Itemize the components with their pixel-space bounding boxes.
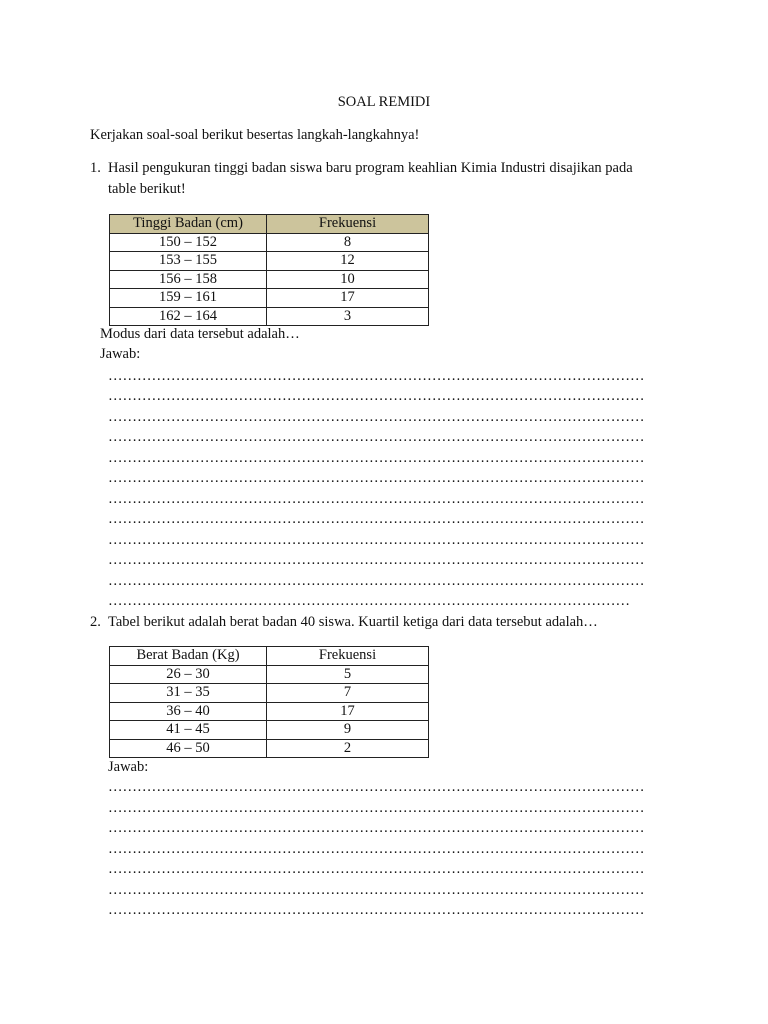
- table-header-row: [110, 215, 429, 234]
- question-2-answer-label: Jawab:: [108, 759, 149, 775]
- answer-line: …………………………………………………………………………………………………: [108, 842, 645, 857]
- table-cell: 153 – 155: [110, 252, 267, 271]
- table-cell: 2: [267, 739, 429, 758]
- table-cell: 17: [267, 289, 429, 308]
- answer-line: …………………………………………………………………………………………………: [108, 780, 645, 795]
- answer-line: …………………………………………………………………………………………………: [108, 512, 645, 527]
- question-1-text-line1: Hasil pengukuran tinggi badan siswa baru program keahlian Kimia Industri disajikan pada: [108, 160, 633, 176]
- table-cell: 150 – 152: [110, 233, 267, 252]
- table-cell: 7: [267, 684, 429, 703]
- question-2-number: 2.: [90, 614, 101, 630]
- table-header-cell: Frekuensi: [267, 647, 429, 666]
- table-cell: 36 – 40: [110, 702, 267, 721]
- table-row: [110, 270, 429, 289]
- answer-line: …………………………………………………………………………………………………: [108, 574, 645, 589]
- table-cell: 46 – 50: [110, 739, 267, 758]
- table-cell: 31 – 35: [110, 684, 267, 703]
- table-header-cell: Tinggi Badan (cm): [110, 215, 267, 234]
- question-1-prompt: Modus dari data tersebut adalah…: [100, 326, 300, 342]
- table-header-row: [110, 647, 429, 666]
- answer-line: …………………………………………………………………………………………………: [108, 533, 645, 548]
- answer-line: …………………………………………………………………………………………………: [108, 471, 645, 486]
- answer-line: …………………………………………………………………………………………………: [108, 389, 645, 404]
- table-row: [110, 307, 429, 326]
- table-cell: 41 – 45: [110, 721, 267, 740]
- question-1-number: 1.: [90, 160, 101, 176]
- table-cell: 26 – 30: [110, 665, 267, 684]
- table-row: [110, 665, 429, 684]
- table-cell: 159 – 161: [110, 289, 267, 308]
- instruction-text: Kerjakan soal-soal berikut besertas langkah-langkahnya!: [90, 127, 420, 143]
- table-header-cell: Berat Badan (Kg): [110, 647, 267, 666]
- table-cell: 3: [267, 307, 429, 326]
- table-header-cell: Frekuensi: [267, 215, 429, 234]
- table-row: [110, 233, 429, 252]
- answer-line: …………………………………………………………………………………………………: [108, 801, 645, 816]
- table-cell: 8: [267, 233, 429, 252]
- table-row: [110, 721, 429, 740]
- table-row: [110, 289, 429, 308]
- question-2-text: Tabel berikut adalah berat badan 40 siswa. Kuartil ketiga dari data tersebut adalah…: [108, 614, 598, 630]
- table-cell: 10: [267, 270, 429, 289]
- question-1-text-line2: table berikut!: [108, 181, 186, 197]
- answer-line: …………………………………………………………………………………………………: [108, 492, 645, 507]
- answer-line: …………………………………………………………………………………………………: [108, 903, 645, 918]
- table-row: [110, 684, 429, 703]
- answer-line: …………………………………………………………………………………………………: [108, 410, 645, 425]
- answer-line: …………………………………………………………………………………………………: [108, 883, 645, 898]
- table-row: [110, 252, 429, 271]
- answer-line: …………………………………………………………………………………………………: [108, 821, 645, 836]
- table-row: [110, 702, 429, 721]
- table-cell: 9: [267, 721, 429, 740]
- answer-line: …………………………………………………………………………………………………: [108, 430, 645, 445]
- page-title: SOAL REMIDI: [337, 94, 431, 110]
- answer-line: …………………………………………………………………………………………………: [108, 451, 645, 466]
- table-row: [110, 739, 429, 758]
- answer-line: …………………………………………………………………………………………………: [108, 862, 645, 877]
- question-1-table: [109, 214, 429, 326]
- table-cell: 17: [267, 702, 429, 721]
- answer-line: …………………………………………………………………………………………………: [108, 553, 645, 568]
- question-2-table: [109, 646, 429, 758]
- table-cell: 156 – 158: [110, 270, 267, 289]
- table-cell: 12: [267, 252, 429, 271]
- table-cell: 162 – 164: [110, 307, 267, 326]
- table-cell: 5: [267, 665, 429, 684]
- question-1-answer-label: Jawab:: [100, 346, 141, 362]
- answer-line: …………………………………………………………………………………………………: [108, 369, 645, 384]
- answer-line: ………………………………………………………………………………………………: [108, 594, 630, 609]
